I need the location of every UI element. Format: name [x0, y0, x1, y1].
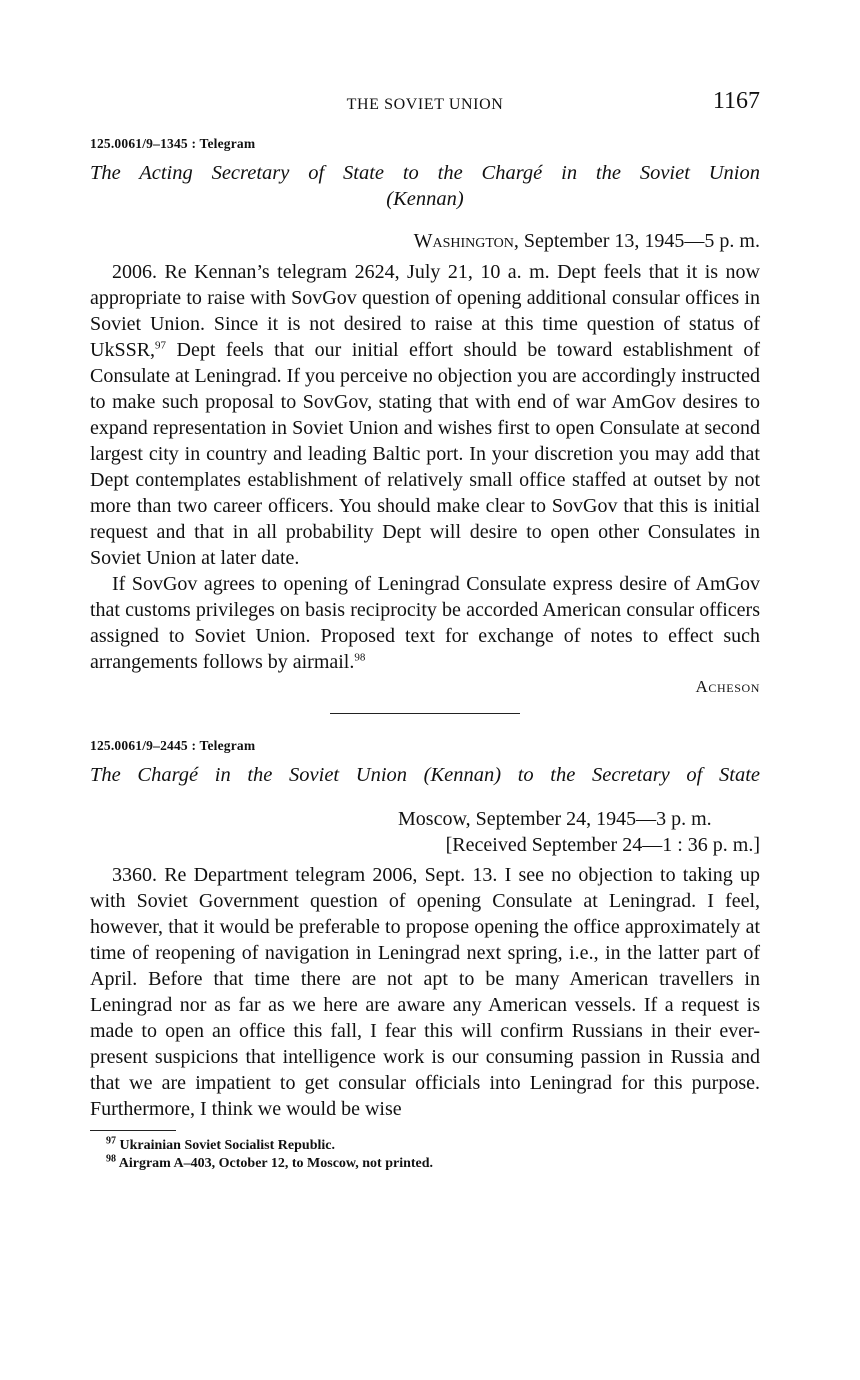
footnote-mark: 98 [106, 1153, 116, 1165]
dateline-place: Washington [413, 230, 514, 252]
document-title-line-2: (Kennan) [386, 188, 464, 210]
footnote-reference[interactable]: 97 [155, 339, 167, 352]
running-title: THE SOVIET UNION [346, 96, 504, 113]
telegram-2006 [90, 136, 760, 699]
dateline-sent: Moscow, September 24, 1945—3 p. m. [398, 808, 712, 830]
section-divider [330, 713, 520, 714]
paragraph-text: 2006. Re Kennan’s telegram 2624, July 21, 10 a. m. Dept feels that it is now appropriate to raise with SovGov question of opening additional consular offices in Soviet Union. Since it is not desired to raise at this time question of status of UkSSR, [90, 261, 760, 361]
file-reference: 125.0061/9–1345 : Telegram [90, 136, 256, 151]
footnote [106, 1155, 760, 1173]
body-paragraph [90, 259, 760, 571]
footnote [106, 1137, 760, 1155]
dateline [398, 806, 760, 858]
footnotes [90, 1137, 760, 1173]
file-reference: 125.0061/9–2445 : Telegram [90, 738, 256, 753]
dateline-date: , September 13, 1945—5 p. m. [513, 230, 760, 252]
dateline-received: [Received September 24—1 : 36 p. m.] [445, 834, 760, 856]
page-number: 1167 [712, 88, 760, 114]
paragraph-text: If SovGov agrees to opening of Leningrad Consulate express desire of AmGov that customs privileges on basis reciprocity be accorded American consular officers assigned to Soviet Union. Proposed text for exchange of notes to effect such arrangements follows by airmail. [90, 573, 760, 673]
document-page [90, 90, 760, 1173]
footnote-rule [90, 1130, 176, 1131]
body-paragraph [90, 571, 760, 675]
footnote-reference[interactable]: 98 [354, 651, 366, 664]
document-title-line-1: The Acting Secretary of State to the Chargé in the Soviet Union [90, 162, 760, 184]
footnote-text: Airgram A–403, October 12, to Moscow, not printed. [118, 1156, 434, 1171]
paragraph-text: Dept feels that our initial effort should be toward establishment of Consulate at Leningrad. If you perceive no objection you are accordingly instructed to make such proposal to SovGov, stating that with end of war AmGov desires to expand representation in Soviet Union and wishes first to open Consulate at second largest city in country and leading Baltic port. In your discretion you may add that Dept contemplates establishment of relatively small office staffed at outset by not more than two career officers. You should make clear to SovGov that this is initial request and that in all probability Dept will desire to open other Consulates in Soviet Union at later date. [90, 339, 760, 569]
telegram-3360 [90, 738, 760, 1122]
footnote-mark: 97 [106, 1135, 116, 1147]
body-paragraph: 3360. Re Department telegram 2006, Sept. 13. I see no objection to taking up with Soviet Government question of opening Consulate at Leningrad. I feel, however, that it would be preferable to propose opening the office approximately at time of reopening of navigation in Leningrad next spring, i.e., in the latter part of April. Before that time there are not apt to be many American travellers in Leningrad nor as far as we here are aware any American vessels. If a request is made to open an office this fall, I fear this will confirm Russians in their ever-present suspicions that intelligence work is our consuming passion in Russia and that we are impatient to get consular officials into Leningrad for this purpose. Furthermore, I think we would be wise [90, 864, 760, 1120]
running-header [90, 90, 760, 124]
document-title [90, 160, 760, 212]
document-title: The Chargé in the Soviet Union (Kennan) to the Secretary of State [90, 764, 760, 786]
dateline [90, 230, 760, 253]
signature: Acheson [695, 677, 760, 696]
footnote-text: Ukrainian Soviet Socialist Republic. [119, 1138, 335, 1153]
